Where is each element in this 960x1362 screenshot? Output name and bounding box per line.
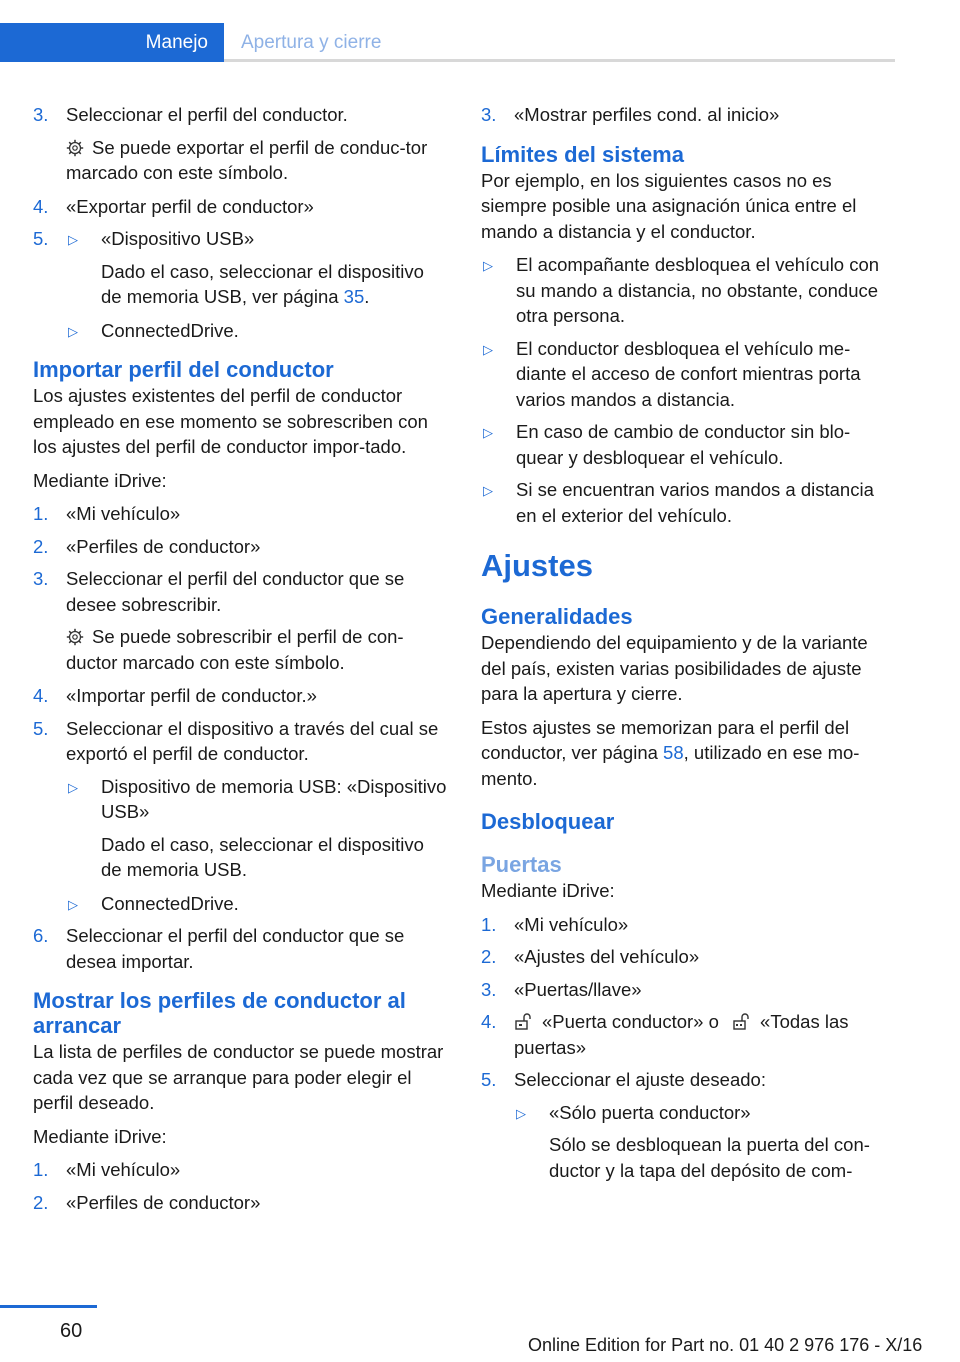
sub-note-text: Dado el caso, seleccionar el dispositivo de memoria USB, ver página [101,260,424,307]
item-text: «Mi vehículo» [514,913,629,935]
note-text: Se puede sobrescribir el perfil de con-ductor marcado con este símbolo. [66,626,404,673]
tab-apertura-y-cierre[interactable]: Apertura y cierre [241,32,382,53]
list-item [481,912,896,938]
sub-item [514,1100,896,1126]
item-text: Seleccionar el perfil del conductor que se desee sobrescribir. [66,568,405,615]
triangle-bullet-icon: ▷ [483,483,493,498]
list-item [481,1009,896,1060]
bullet-text: En caso de cambio de conductor sin blo-quear y desbloquear el vehículo. [516,421,851,468]
item-number: 3. [481,978,497,1000]
tab-manejo-label: Manejo [145,32,208,53]
paragraph: Por ejemplo, en los siguientes casos no es siempre posible una asignación única entre el mando a distancia y el conductor. [481,169,857,242]
list-item [33,566,448,617]
item-number: 2. [33,535,49,557]
triangle-bullet-icon: ▷ [68,323,78,339]
paragraph: La lista de perfiles de conductor se puede mostrar cada vez que se arranque para poder elegir el perfil deseado. [33,1041,444,1113]
item-text: «Exportar perfil de conductor» [66,195,314,217]
bullet-text: El conductor desbloquea el vehículo me-diante el acceso de confort mientras porta varios mandos a distancia. [516,337,861,410]
item-text: «Puertas/llave» [514,978,642,1000]
paragraph: Mediante iDrive: [33,469,167,491]
tab-manejo[interactable] [0,23,224,62]
paragraph: Mediante iDrive: [33,1125,167,1147]
list-item [33,194,448,220]
item-text-2: «Todas las puertas» [514,1011,849,1058]
section-heading-general: Generalidades [481,604,633,629]
item-text: Seleccionar el dispositivo a través del cual se exportó el perfil de conductor. [66,717,439,764]
paragraph-text: Estos ajustes se memorizan para el perfil del conductor, ver página [481,716,850,763]
item-number: 2. [33,1191,49,1213]
unlock-all-doors-icon [732,1013,752,1031]
paragraph: Mediante iDrive: [481,880,615,901]
page-header [0,0,960,62]
item-number: 4. [33,195,49,217]
subsection-heading-puertas: Puertas [481,852,562,877]
list-item [481,1067,896,1183]
edition-footer: Online Edition for Part no. 01 40 2 976 176 - X/16 [528,1335,923,1355]
item-text: Seleccionar el perfil del conductor. [66,104,348,125]
section-heading-import: Importar perfil del conductor [33,357,334,382]
list-item [33,534,448,560]
item-text: «Mi vehículo» [66,503,181,524]
item-number: 3. [481,104,497,125]
note-text: Se puede exportar el perfil de conduc-tor marcado con este símbolo. [66,136,428,183]
sub-item [66,891,448,917]
section-heading-limits: Límites del sistema [481,141,684,167]
triangle-bullet-icon: ▷ [483,341,493,357]
triangle-bullet-icon: ▷ [68,232,78,247]
sub-note: Sólo se desbloquean la puerta del con-ductor y la tapa del depósito de com- [549,1134,870,1181]
item-text: «Perfiles de conductor» [66,1191,261,1213]
paragraph: Dependiendo del equipamiento y de la variante del país, existen varias posibilidades de ajuste para la apertura y cierre. [481,632,868,704]
list-item [33,226,448,343]
bullet-item [481,477,896,528]
list-item [33,1190,448,1216]
item-number: 5. [33,228,49,249]
triangle-bullet-icon: ▷ [483,425,493,440]
chapter-heading-ajustes: Ajustes [481,548,593,583]
sub-item-text: «Dispositivo USB» [101,228,255,249]
item-text: «Ajustes del vehículo» [514,946,700,967]
item-number: 5. [481,1069,497,1090]
item-text: Seleccionar el ajuste deseado: [514,1069,766,1090]
bullet-text: Si se encuentran varios mandos a distancia en el exterior del vehículo. [516,479,874,526]
list-item [481,102,896,128]
page-link[interactable]: 35 [343,286,365,307]
right-column [481,102,896,1191]
bullet-item [481,252,896,329]
list-item [481,944,896,970]
unlock-driver-door-icon [514,1013,534,1031]
item-number: 1. [33,1159,49,1180]
sub-note [66,259,448,310]
gear-icon [66,628,84,646]
paragraph: Los ajustes existentes del perfil de conductor empleado en ese momento se sobrescriben con los ajustes del perfil de conductor impor-tado. [33,385,428,457]
list-item [33,716,448,917]
list-item [481,977,896,1003]
sub-note-text-end: . [364,286,370,307]
page-number: 60 [60,1320,83,1342]
list-item [33,1157,448,1183]
bullet-item [481,336,896,413]
sub-item-text: Dispositivo de memoria USB: «Dispositivo USB» [101,775,447,822]
triangle-bullet-icon: ▷ [68,896,78,912]
item-text: «Mi vehículo» [66,1159,181,1180]
item-text: «Perfiles de conductor» [66,535,261,557]
triangle-bullet-icon: ▷ [483,258,493,273]
sub-item-text: ConnectedDrive. [101,319,239,341]
item-number: 3. [33,568,49,589]
item-number: 1. [481,913,497,935]
section-heading-desbloquear: Desbloquear [481,809,615,834]
paragraph [481,715,896,792]
gear-icon [66,139,84,157]
item-text: «Importar perfil de conductor.» [66,685,317,706]
item-number: 3. [33,104,49,125]
item-number: 4. [481,1011,497,1032]
triangle-bullet-icon: ▷ [516,1105,526,1121]
section-heading-show-profiles: Mostrar los perfiles de conductor al arrancar [33,988,406,1038]
bullet-text: El acompañante desbloquea el vehículo con su mando a distancia, no obstante, conduce otra persona. [516,254,880,326]
paragraph-text-end: , utilizado en ese mo-mento. [481,742,860,789]
list-item [33,102,448,128]
note [33,135,448,186]
list-item [33,501,448,527]
list-item [33,683,448,709]
item-text: «Puerta conductor» o [542,1011,719,1032]
footer-rule [0,1305,97,1308]
item-number: 1. [33,503,49,524]
left-column [33,102,448,1222]
page-link[interactable]: 58 [663,742,684,763]
sub-item-text: «Sólo puerta conductor» [549,1101,751,1123]
sub-item-text: ConnectedDrive. [101,892,239,914]
sub-item [66,226,448,252]
item-number: 6. [33,925,49,946]
triangle-bullet-icon: ▷ [68,779,78,795]
bullet-item [481,419,896,470]
item-number: 5. [33,717,49,739]
sub-item [66,774,448,825]
list-item [33,923,448,974]
item-text: «Mostrar perfiles cond. al inicio» [514,104,780,125]
item-number: 4. [33,685,49,706]
sub-note: Dado el caso, seleccionar el dispositivo de memoria USB. [101,833,424,880]
sub-item [66,318,448,344]
note [33,624,448,675]
item-number: 2. [481,946,497,967]
item-text: Seleccionar el perfil del conductor que se desea importar. [66,925,405,972]
